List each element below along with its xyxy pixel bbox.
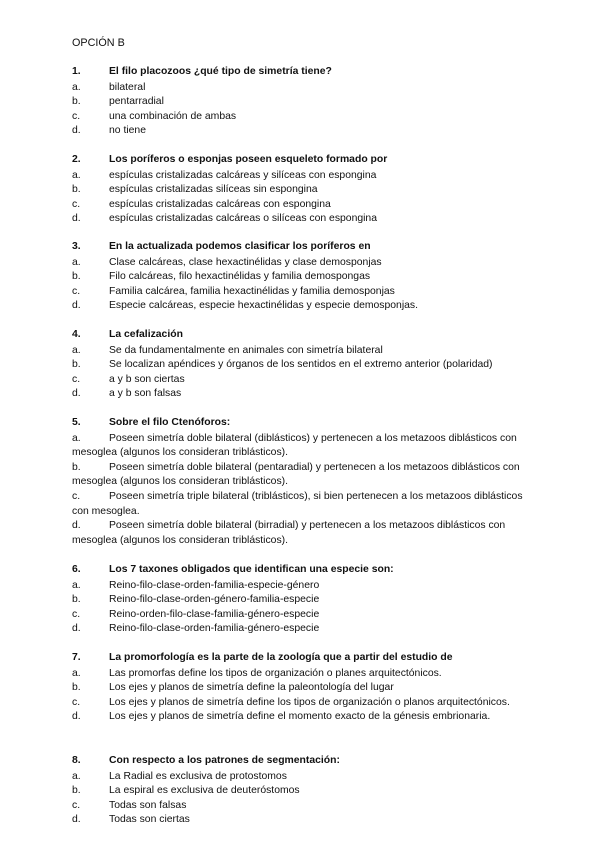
question-1: [72, 65, 542, 139]
option-c: c. una combinación de ambas: [72, 110, 237, 122]
question-title: 3. En la actualizada podemos clasificar los poríferos en: [72, 241, 371, 252]
question-title: 4. La cefalización: [72, 329, 183, 340]
option-c: c. Poseen simetría triple bilateral (triblásticos), si bien pertenecen a los metazoos diblásticos con mesoglea.: [72, 490, 523, 517]
option-b: b. Filo calcáreas, filo hexactinélidas y familia demospongas: [72, 271, 371, 283]
option-c: c. Familia calcárea, familia hexactinélidas y familia demosponjas: [72, 285, 395, 297]
option-b: b. espículas cristalizadas silíceas sin espongina: [72, 184, 318, 196]
option-b: b. Poseen simetría doble bilateral (pentaradial) y pertenecen a los metazoos diblásticos con mesoglea (algunos los consideran triblásticos).: [72, 461, 520, 488]
option-c: c. Todas son falsas: [72, 799, 187, 811]
option-b: b. Los ejes y planos de simetría define la paleontología del lugar: [72, 682, 394, 694]
option-d: d. Reino-filo-clase-orden-familia-género-especie: [72, 623, 320, 635]
option-d: d. Especie calcáreas, especie hexactinélidas y especie demosponjas.: [72, 300, 419, 312]
question-3: [72, 240, 542, 314]
question-title: [72, 65, 542, 80]
option-a: a. bilateral: [72, 81, 146, 93]
option-d: d. Poseen simetría doble bilateral (birradial) y pertenecen a los metazoos diblásticos con mesoglea (algunos los consideran triblásticos).: [72, 520, 506, 546]
question-number: 1.: [72, 66, 81, 77]
question-2: [72, 153, 542, 227]
option-d: d. Los ejes y planos de simetría define el momento exacto de la génesis embrionaria.: [72, 711, 491, 723]
page-heading: OPCIÓN B: [72, 37, 125, 49]
option-c: c. Reino-orden-filo-clase-familia-género-especie: [72, 608, 320, 620]
option-c: c. a y b son ciertas: [72, 373, 185, 385]
question-6: [72, 563, 542, 637]
option-c: c. espículas cristalizadas calcáreas con espongina: [72, 198, 331, 210]
question-title: 6. Los 7 taxones obligados que identifican una especie son:: [72, 564, 394, 575]
question-title: 8. Con respecto a los patrones de segmentación:: [72, 755, 340, 766]
question-7: [72, 651, 542, 725]
question-title: 7. La promorfología es la parte de la zoología que a partir del estudio de: [72, 652, 453, 663]
option-d: d. Todas son ciertas: [72, 814, 190, 826]
question-5: [72, 416, 542, 548]
option-c: c. Los ejes y planos de simetría define los tipos de organización o planos arquitectónicos.: [72, 696, 510, 708]
option-b: b. Se localizan apéndices y órganos de los sentidos en el extremo anterior (polaridad): [72, 359, 493, 371]
option-a: a. La Radial es exclusiva de protostomos: [72, 770, 287, 782]
option-a: a. Clase calcáreas, clase hexactinélidas y clase demosponjas: [72, 256, 382, 268]
question-title: 5. Sobre el filo Ctenóforos:: [72, 417, 231, 428]
option-d: d. no tiene: [72, 125, 146, 137]
option-b: b. La espiral es exclusiva de deuteróstomos: [72, 785, 300, 797]
option-d: d. a y b son falsas: [72, 388, 182, 400]
option-a: a. Poseen simetría doble bilateral (diblásticos) y pertenecen a los metazoos diblásticos con mesoglea (algunos los consideran triblásticos).: [72, 432, 517, 459]
question-8: [72, 754, 542, 828]
option-b: b. pentarradial: [72, 96, 164, 108]
option-a: a. Se da fundamentalmente en animales con simetría bilateral: [72, 344, 383, 356]
option-b: b. Reino-filo-clase-orden-género-familia-especie: [72, 594, 320, 606]
option-d: d. espículas cristalizadas calcáreas o silíceas con espongina: [72, 213, 377, 225]
option-a: a. espículas cristalizadas calcáreas y silíceas con espongina: [72, 169, 377, 181]
option-a: a. Reino-filo-clase-orden-familia-especie-género: [72, 579, 320, 591]
question-text: El filo placozoos ¿qué tipo de simetría tiene?: [109, 66, 332, 77]
question-4: [72, 328, 542, 402]
option-a: a. Las promorfas define los tipos de organización o planes arquitectónicos.: [72, 667, 442, 679]
question-title: 2. Los poríferos o esponjas poseen esqueleto formado por: [72, 154, 388, 165]
